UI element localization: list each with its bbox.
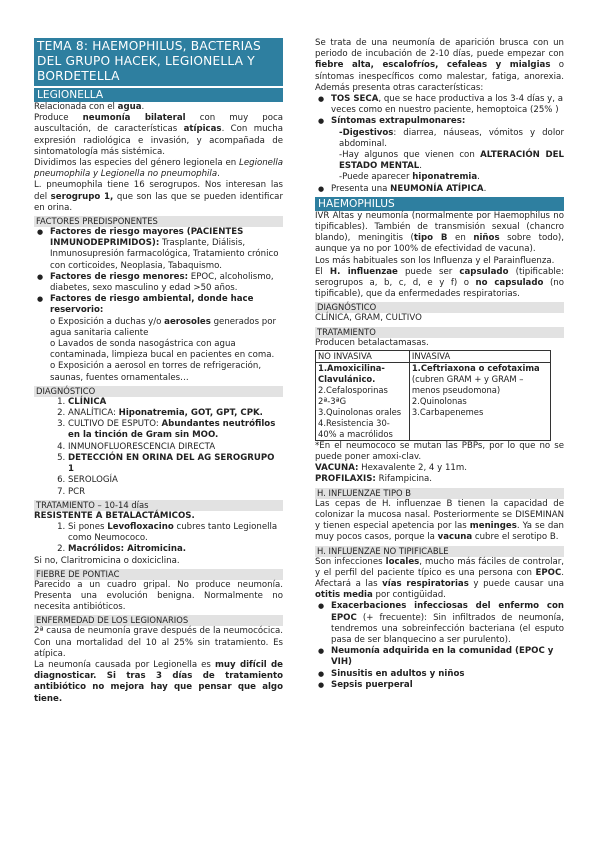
profilaxis-line: PROFILAXIS: Rifampicina. [315, 474, 433, 485]
pontiac-text: Parecido a un cuadro gripal. No produce neumonía. Presenta una evolución benigna. Normalmente no necesita antibióticos. [34, 579, 283, 613]
list-item: 6. SEROLOGÍA [68, 475, 283, 486]
subheading-tratamiento: TRATAMIENTO – 10-14 días [34, 500, 283, 511]
list-item: ● Factores de riesgo ambiental, donde hace reservorio: o Exposición a duchas y/o aerosoles generados por agua sanitaria caliente o Lavados de sonda nasogástrica con agua contaminada, limpieza bucal en pacientes en coma. o Exposición a aerosol en torres de refrigeración, saunas, fuentes ornamentales… [50, 294, 283, 384]
subheading-legionarios: ENFERMEDAD DE LOS LEGIONARIOS [34, 615, 283, 626]
clinica-paragraph: Se trata de una neumonía de aparición brusca con un periodo de incubación de 2-10 días, puede empezar con fiebre alta, escalofríos, cefaleas y mialgias o síntomas inespecíficos como malestar, fatiga, anorexia. Además presenta otras características: [315, 38, 564, 93]
caracteristicas-list [315, 94, 564, 195]
sub-item: -Puede aparecer hiponatremia. [339, 172, 480, 183]
list-item: ● Presenta una NEUMONÍA ATÍPICA. [331, 184, 564, 195]
haemophilus-paragraph: Los más habituales son los Influenza y el Parainfluenza. [315, 255, 555, 266]
list-item: 5. DETECCIÓN EN ORINA DEL AG SEROGRUPO 1 [68, 453, 283, 475]
subheading-diagnostico: DIAGNÓSTICO [34, 386, 283, 397]
list-item: ● Síntomas extrapulmonares: -Digestivos: diarrea, náuseas, vómitos y dolor abdominal. -Hay algunos que vienen con ALTERACIÓN DEL ESTADO MENTAL. -Puede aparecer hiponatremia. [331, 116, 564, 183]
haemophilus-paragraph: El H. influenzae puede ser capsulado (tipificable: serogrupos a, b, c, d, e y f) o no capsulado (no tipificable), que da enfermedades respiratorias. [315, 266, 565, 300]
vacuna-line: VACUNA: Hexavalente 2, 4 y 11m. [315, 463, 467, 474]
table-cell: 1.Amoxicilina-Clavulánico. 2.Cefalosporinas 2ª-3ªG 3.Quinolonas orales 4.Resistencia 30-40% a macrólidos [316, 362, 410, 440]
intro-paragraph: Relacionada con el agua. [34, 102, 145, 112]
sub-item: o Exposición a aerosol en torres de refrigeración, saunas, fuentes ornamentales… [50, 361, 262, 383]
tratamiento-text: Producen betalactamasas. [315, 337, 429, 348]
factores-list [34, 227, 283, 384]
intro-paragraph: L. pneumophila tiene 16 serogrupos. Nos interesan las del serogrupo 1, que son las que se pueden identificar en orina. [34, 180, 283, 213]
tratamiento-note: Si no, Claritromicina o doxiciclina. [34, 555, 180, 566]
legionarios-text: La neumonía causada por Legionella es muy difícil de diagnosticar. Si tras 3 días de tratamiento antibiótico no mejora hay que pensar que algo tiene. [34, 659, 284, 704]
haemophilus-paragraph: IVR Altas y neumonía (normalmente por Haemophilus no tipificables). También de transmisión sexual (chancro blando), meningitis (tipo B en niños sobre todo), aunque ya no por 100% de efectividad de vacuna). [315, 210, 564, 255]
list-item: ● Neumonía adquirida en la comunidad (EPOC y VIH) [331, 646, 564, 668]
sub-item: -Digestivos: diarrea, náuseas, vómitos y dolor abdominal. [339, 127, 564, 149]
subheading-no-tipificable: H. INFLUENZAE NO TIPIFICABLE [315, 546, 564, 557]
antibiotics-table [315, 350, 551, 441]
list-item: 3. CULTIVO DE ESPUTO: Abundantes neutrófilos en la tinción de Gram sin MOO. [68, 419, 283, 441]
table-header-cell: NO INVASIVA [316, 350, 410, 362]
list-item: ● Factores de riesgo mayores (PACIENTES INMUNODEPRIMIDOS): Trasplante, Diálisis, Inmunosupresión farmacológica, Tratamiento crónico con corticoides, Neoplasia, Tabaquismo. [50, 227, 283, 272]
subheading-pontiac: FIEBRE DE PONTIAC [34, 569, 283, 580]
list-item: 2. ANALÍTICA: Hiponatremia, GOT, GPT, CPK. [68, 408, 283, 419]
pbp-note: *En el neumococo se mutan las PBPs, por lo que no se puede poner amoxi-clav. [315, 440, 564, 463]
left-column [34, 38, 283, 705]
tipo-b-text: Las cepas de H. influenzae B tienen la capacidad de colonizar la mucosa nasal. Posteriormente se DISEMINAN y tienen especial apetencia por las meninges. Ya se dan muy pocos casos, porque la vacuna cubre el serotipo B. [315, 498, 564, 543]
subheading-diagnostico-h: DIAGNÓSTICO [315, 302, 564, 313]
table-cell: 1.Ceftriaxona o cefotaxima (cubren GRAM + y GRAM – menos pseudomona) 2.Quinolonas 3.Carbapenemes [409, 362, 550, 440]
table-row [316, 362, 551, 440]
no-tipificable-list [315, 601, 564, 691]
subheading-factores: FACTORES PREDISPONENTES [34, 216, 283, 227]
table-header-cell: INVASIVA [409, 350, 550, 362]
section-heading-legionella: LEGIONELLA [34, 88, 283, 102]
sub-item: o Lavados de sonda nasogástrica con agua contaminada, limpieza bucal en pacientes en coma. [50, 339, 275, 361]
tratamiento-list [34, 522, 283, 556]
sub-item: -Hay algunos que vienen con ALTERACIÓN DEL ESTADO MENTAL. [339, 150, 564, 172]
list-item: ● Sepsis puerperal [331, 680, 564, 691]
list-item: 7. PCR [68, 487, 283, 498]
list-item: ● TOS SECA, que se hace productiva a los 3-4 días y, a veces como en nuestro paciente, hemoptoica (25% ) [331, 94, 564, 116]
list-item: 4. INMUNOFLUORESCENCIA DIRECTA [68, 442, 283, 453]
intro-paragraph: Dividimos las especies del género legionela en Legionella pneumophila y Legionella no pneumophila. [34, 158, 283, 180]
subheading-tipo-b: H. INFLUENZAE TIPO B [315, 488, 564, 499]
document-title: TEMA 8: HAEMOPHILUS, BACTERIAS DEL GRUPO HACEK, LEGIONELLA Y BORDETELLA [34, 38, 283, 86]
sub-item: o Exposición a duchas y/o aerosoles generados por agua sanitaria caliente [50, 316, 277, 338]
list-item: 1. CLÍNICA [68, 397, 283, 408]
resistente-note: RESISTENTE A BETALACTÁMICOS. [34, 510, 195, 521]
subheading-tratamiento-h: TRATAMIENTO [315, 327, 564, 338]
legionarios-text: 2ª causa de neumonía grave después de la neumocócica. Con una mortalidad del 10 al 25% sin tratamiento. Es atípica. [34, 626, 283, 659]
diagnostico-text: CLÍNICA, GRAM, CULTIVO [315, 313, 422, 324]
right-column [315, 38, 564, 691]
list-item: 2. Macrólidos: Aitromicina. [68, 544, 283, 555]
no-tipificable-text: Son infecciones locales, mucho más fáciles de controlar, y el perfil del paciente típico es una persona con EPOC. Afectará a las vías respiratorias y puede causar una otitis media por contigüidad. [315, 556, 564, 601]
list-item: 1. Si pones Levofloxacino cubres tanto Legionella como Neumococo. [68, 522, 283, 544]
list-item: ● Sinusitis en adultos y niños [331, 669, 564, 680]
diagnostico-list [34, 397, 283, 498]
list-item: ● Exacerbaciones infecciosas del enfermo con EPOC (+ frecuente): Sin infiltrados de neumonía, tendremos una sobreinfección bacteriana (el esputo pasa de ser blanquecino a ser purulento). [331, 601, 564, 646]
intro-paragraph: Produce neumonía bilateral con muy poca auscultación, de características atípicas. Con mucha expresión radiológica e invasión, y acompañada de sintomatología más sistémica. [34, 113, 284, 157]
table-header-row [316, 350, 551, 362]
list-item: ● Factores de riesgo menores: EPOC, alcoholismo, diabetes, sexo masculino y edad >50 años. [50, 272, 283, 294]
section-heading-haemophilus: HAEMOPHILUS [315, 197, 564, 211]
